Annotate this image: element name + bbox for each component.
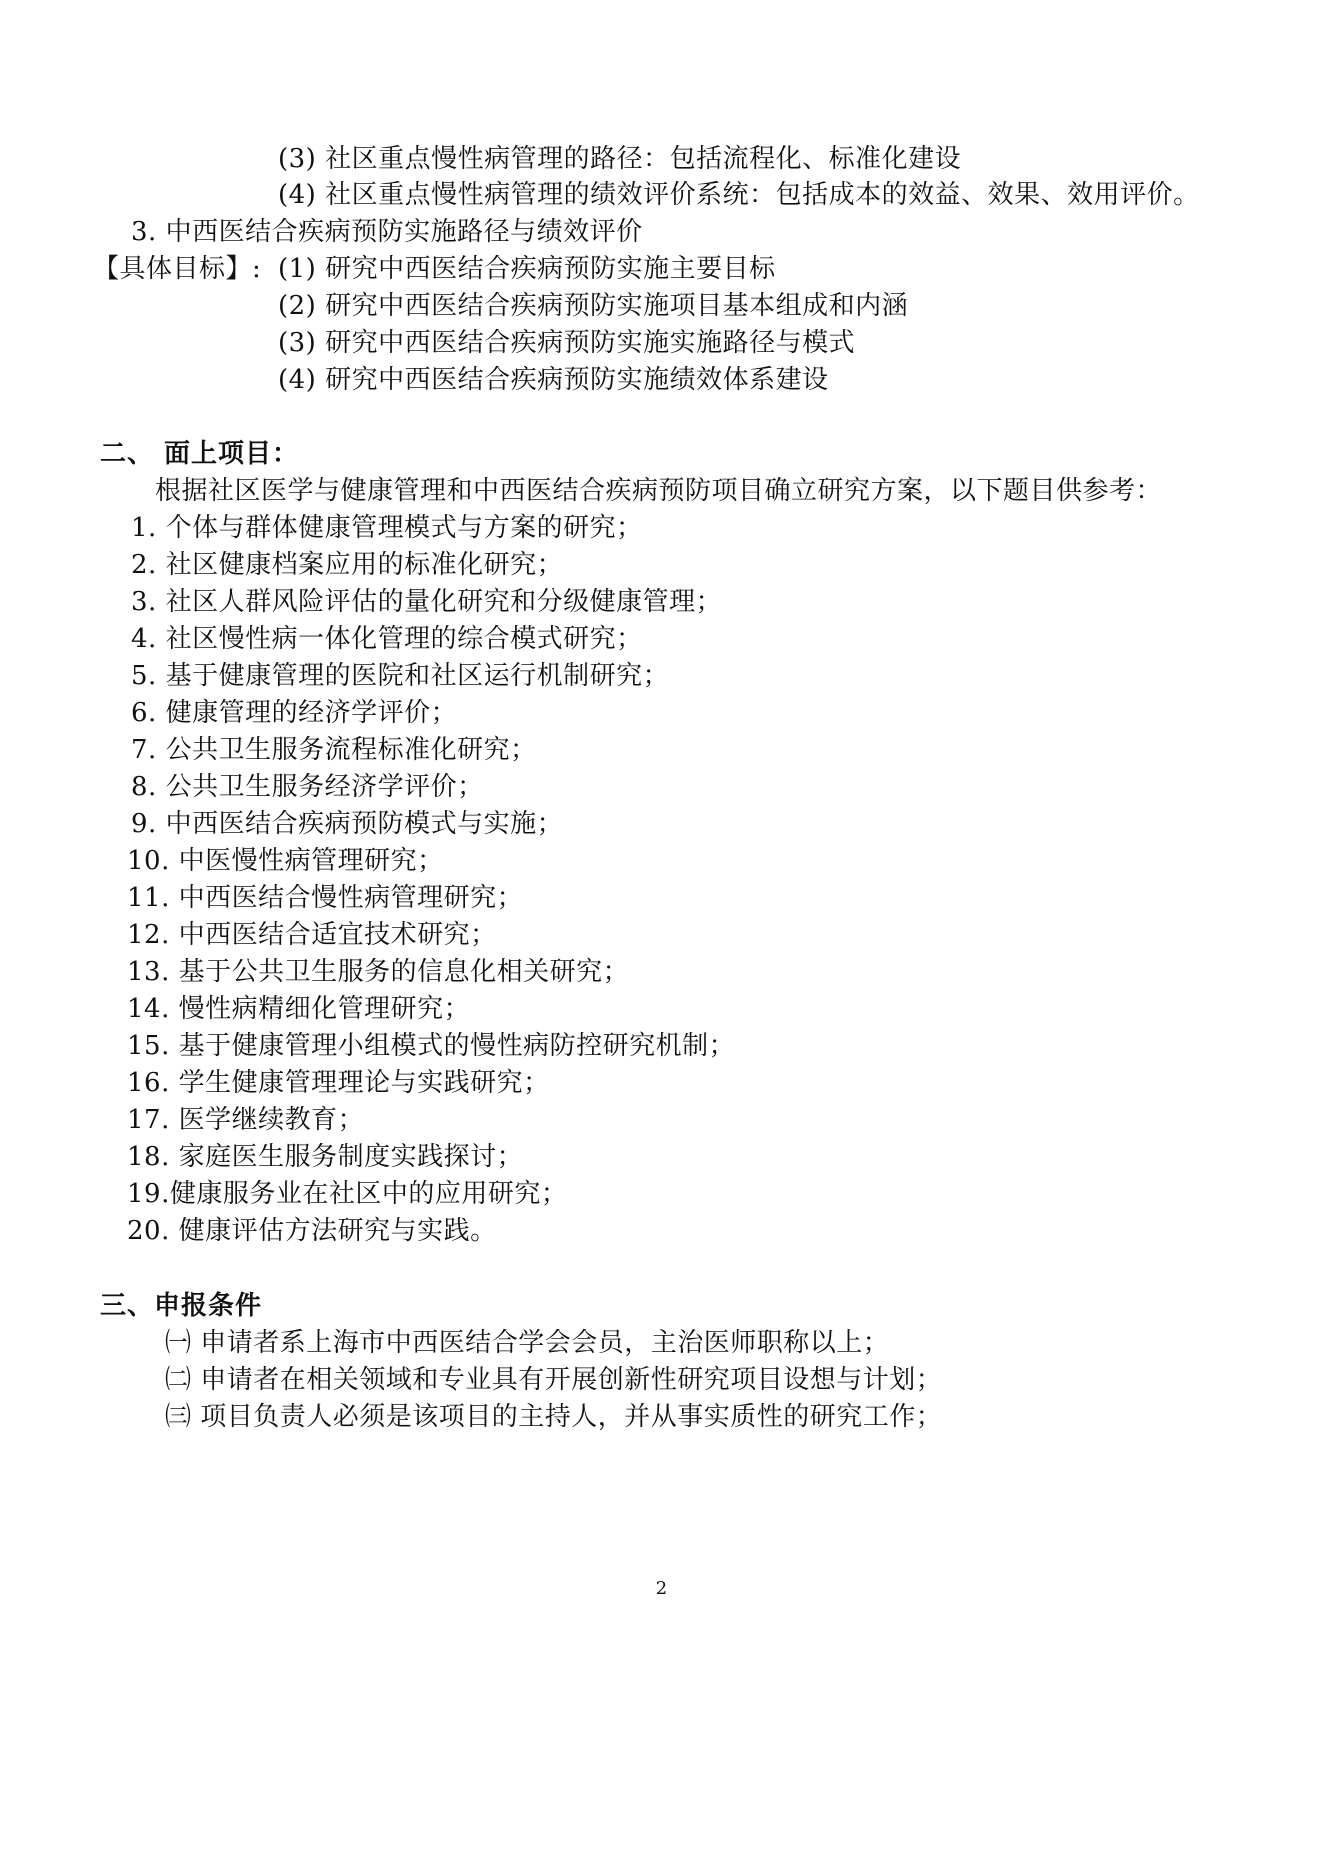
topic-item: 10. 中医慢性病管理研究；: [127, 846, 444, 876]
goal-item: (1) 研究中西医结合疾病预防实施主要目标: [278, 254, 776, 284]
topic-item: 15. 基于健康管理小组模式的慢性病防控研究机制；: [127, 1031, 736, 1061]
topic-item: 19.健康服务业在社区中的应用研究；: [127, 1179, 568, 1209]
section-two-intro: 根据社区医学与健康管理和中西医结合疾病预防项目确立研究方案，以下题目供参考：: [155, 476, 1163, 506]
goal-item: (2) 研究中西医结合疾病预防实施项目基本组成和内涵: [278, 291, 909, 321]
topic-item: 1. 个体与群体健康管理模式与方案的研究；: [131, 513, 643, 543]
topic-item: 4. 社区慢性病一体化管理的综合模式研究；: [131, 624, 643, 654]
topic-item: 18. 家庭医生服务制度实践探讨；: [127, 1142, 524, 1172]
topic-item: 12. 中西医结合适宜技术研究；: [127, 920, 497, 950]
topic-item: 7. 公共卫生服务流程标准化研究；: [131, 735, 537, 765]
goal-item: (3) 研究中西医结合疾病预防实施实施路径与模式: [278, 328, 856, 358]
condition-item: ㈠ 申请者系上海市中西医结合学会会员，主治医师职称以上；: [165, 1328, 890, 1358]
topic-item: 2. 社区健康档案应用的标准化研究；: [131, 550, 564, 580]
topic-item: 9. 中西医结合疾病预防模式与实施；: [131, 809, 564, 839]
topic-item: 20. 健康评估方法研究与实践。: [127, 1216, 497, 1246]
topic-item: 3. 社区人群风险评估的量化研究和分级健康管理；: [131, 587, 723, 617]
specific-goals-label: 【具体目标】:: [93, 254, 262, 284]
condition-item: ㈡ 申请者在相关领域和专业具有开展创新性研究项目设想与计划；: [165, 1365, 943, 1395]
topic-item: 5. 基于健康管理的医院和社区运行机制研究；: [131, 661, 670, 691]
topic-item: 17. 医学继续教育；: [127, 1105, 365, 1135]
page-number: 2: [655, 1578, 668, 1599]
topic-item: 8. 公共卫生服务经济学评价；: [131, 772, 484, 802]
item-3-title: 3. 中西医结合疾病预防实施路径与绩效评价: [131, 217, 643, 247]
goal-item: (4) 研究中西医结合疾病预防实施绩效体系建设: [278, 365, 829, 395]
topic-item: 6. 健康管理的经济学评价；: [131, 698, 458, 728]
topic-item: 13. 基于公共卫生服务的信息化相关研究；: [127, 957, 630, 987]
topic-item: 14. 慢性病精细化管理研究；: [127, 994, 471, 1024]
continued-item: (4) 社区重点慢性病管理的绩效评价系统：包括成本的效益、效果、效用评价。: [278, 180, 1200, 210]
section-two-heading: 二、 面上项目：: [100, 439, 300, 469]
section-three-heading: 三、申报条件: [100, 1291, 263, 1321]
condition-item: ㈢ 项目负责人必须是该项目的主持人，并从事实质性的研究工作；: [165, 1402, 943, 1432]
topic-item: 16. 学生健康管理理论与实践研究；: [127, 1068, 550, 1098]
continued-item: (3) 社区重点慢性病管理的路径：包括流程化、标准化建设: [278, 144, 962, 174]
topic-item: 11. 中西医结合慢性病管理研究；: [127, 883, 524, 913]
